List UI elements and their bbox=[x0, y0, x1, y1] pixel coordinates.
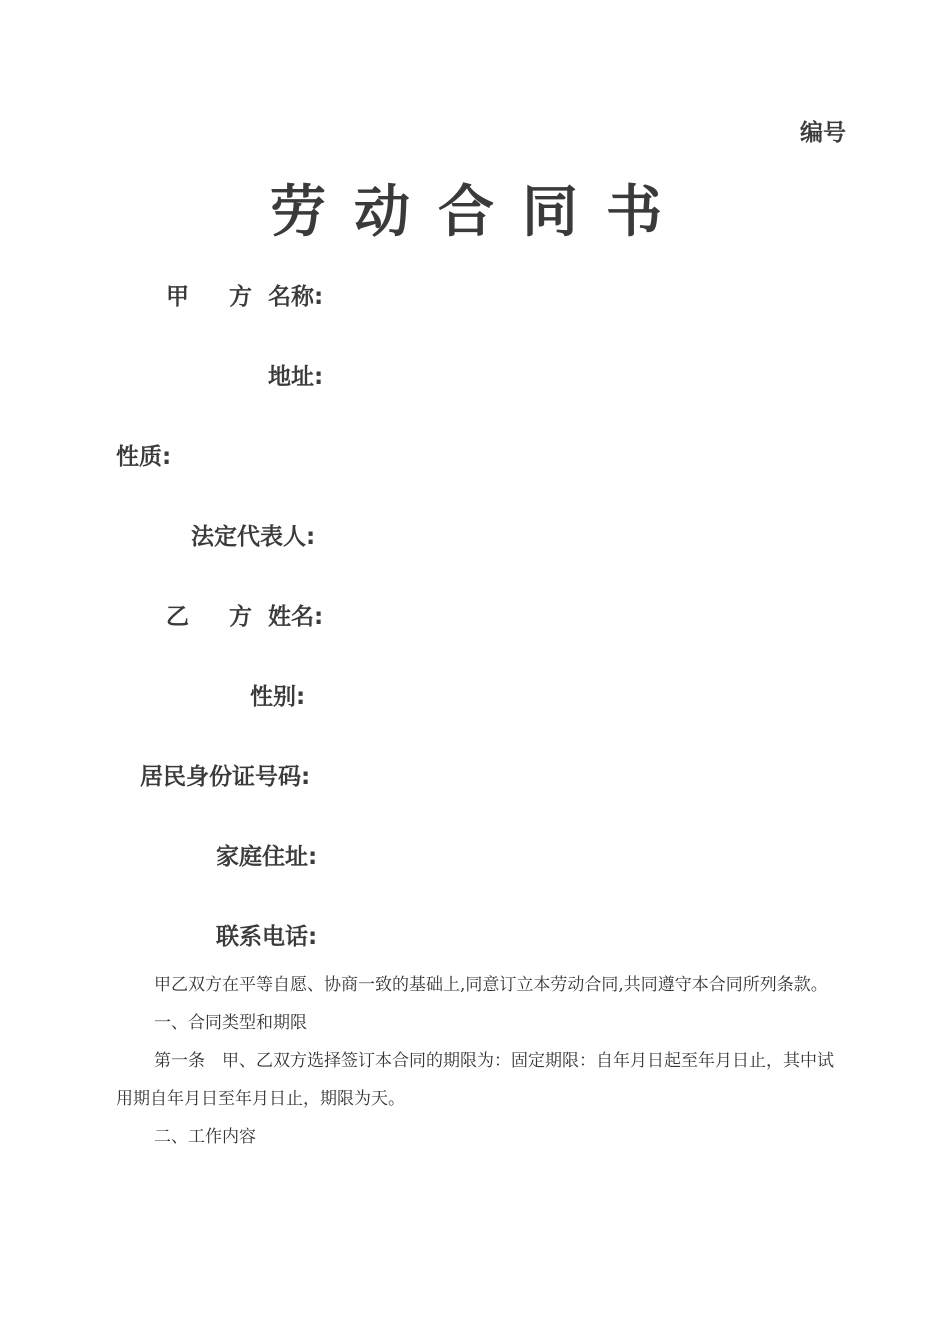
party-b-gender-label: 性别: bbox=[250, 684, 306, 710]
serial-number-label: 编号 bbox=[800, 120, 846, 146]
party-b-phone-label: 联系电话: bbox=[216, 924, 318, 950]
party-b-id-label: 居民身份证号码: bbox=[140, 764, 311, 790]
party-b-tag: 乙 方 bbox=[166, 604, 269, 630]
party-b-name-label: 姓名: bbox=[268, 604, 324, 630]
party-a-nature-label: 性质: bbox=[116, 444, 172, 470]
section-heading: 二、工作内容 bbox=[154, 1127, 256, 1147]
party-a-address-label: 地址: bbox=[268, 364, 324, 390]
party-a-name-label: 名称: bbox=[268, 284, 324, 310]
section-heading: 一、合同类型和期限 bbox=[154, 1013, 307, 1033]
party-b-home-address-label: 家庭住址: bbox=[216, 844, 318, 870]
party-b-name-row bbox=[166, 600, 323, 634]
party-a-name-row bbox=[166, 280, 323, 314]
document-title: 劳动合同书 bbox=[270, 180, 690, 245]
party-a-legal-rep-label: 法定代表人: bbox=[191, 524, 316, 550]
contract-body bbox=[116, 966, 850, 1156]
intro-paragraph: 甲乙双方在平等自愿、协商一致的基础上,同意订立本劳动合同,共同遵守本合同所列条款。 bbox=[154, 975, 828, 995]
article-paragraph: 第一条 甲、乙双方选择签订本合同的期限为：固定期限：自年月日起至年月日止，其中试用期自年月日至年月日止，期限为天。 bbox=[116, 1051, 834, 1109]
party-a-tag: 甲 方 bbox=[166, 284, 269, 310]
